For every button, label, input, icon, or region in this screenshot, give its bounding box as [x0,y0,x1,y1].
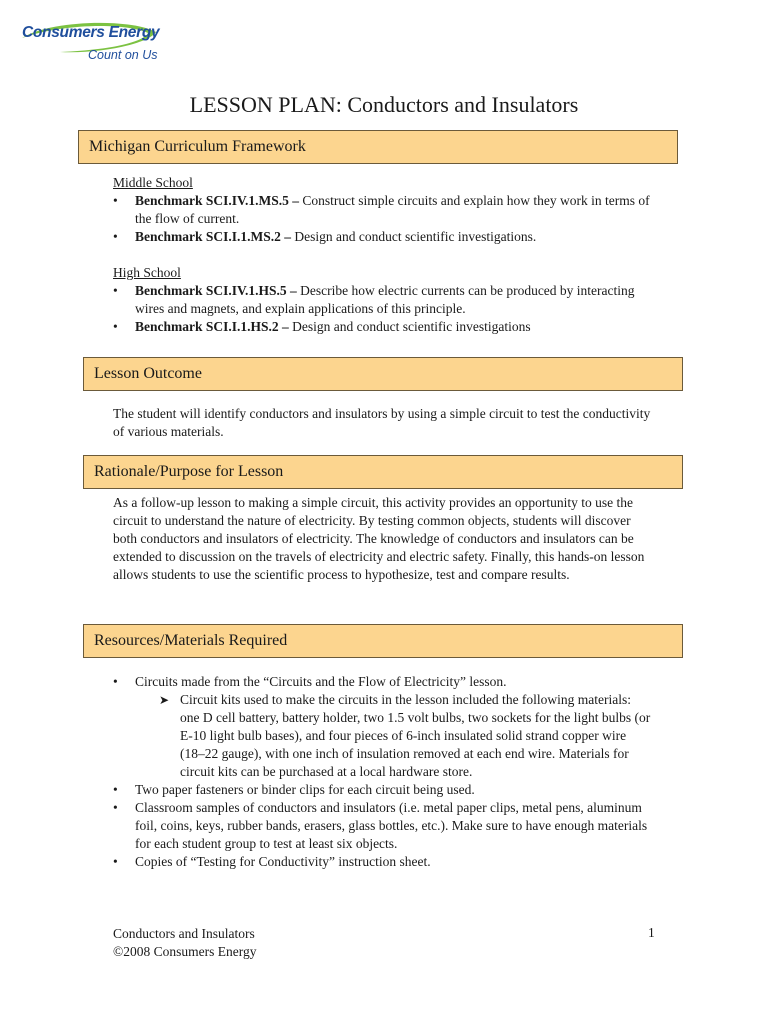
footer [113,925,257,961]
curriculum-content [113,174,653,336]
list-item: • Benchmark SCI.I.1.MS.2 – Design and conduct scientific investigations. [113,229,537,244]
logo-name: Consumers Energy [22,24,160,41]
list-item: • Classroom samples of conductors and insulators (i.e. metal paper clips, metal pens, aluminum foil, coins, keys, rubber bands, erasers, glass bottles, etc.). Make sure to have enough materials for each student group to test at least six objects. [113,800,648,851]
high-school-label: High School [113,265,181,280]
section-heading-curriculum: Michigan Curriculum Framework [78,130,678,164]
list-item: • Benchmark SCI.I.1.HS.2 – Design and conduct scientific investigations [113,319,531,334]
footer-title: Conductors and Insulators [113,926,255,941]
section-heading-rationale: Rationale/Purpose for Lesson [83,455,683,489]
logo-tagline: Count on Us [88,48,158,62]
outcome-content [113,405,653,441]
list-item: • Copies of “Testing for Conductivity” instruction sheet. [113,854,431,869]
middle-school-list [113,192,653,246]
page-title: LESSON PLAN: Conductors and Insulators [189,92,579,117]
list-item: • Circuits made from the “Circuits and the Flow of Electricity” lesson. [113,674,507,689]
resources-list-continued [113,781,653,871]
list-subitem: ➤ Circuit kits used to make the circuits in the lesson included the following materials: one D cell battery, battery holder, two 1.5 volt bulbs, two sockets for the light bulbs (or E-10 light bulb bases), and four pieces of 6-inch insulated solid strand copper wire (18–22 gauge), with one inch of insulation removed at each end wire. Materials for circuit kits can be purchased at a local hardware store. [159,692,651,779]
arrow-bullet-icon: ➤ [159,693,170,707]
section-heading-outcome: Lesson Outcome [83,357,683,391]
high-school-list [113,282,653,336]
outcome-text: The student will identify conductors and insulators by using a simple circuit to test the conductivity of various materials. [113,406,651,439]
resources-content [113,673,653,871]
resources-list [113,673,653,691]
footer-copyright: ©2008 Consumers Energy [113,944,257,959]
list-item: • Benchmark SCI.IV.1.MS.5 – Construct simple circuits and explain how they work in terms of the flow of current. [113,193,650,226]
list-item: • Benchmark SCI.IV.1.HS.5 – Describe how electric currents can be produced by interacting wires and magnets, and explain applications of this principle. [113,283,635,316]
section-heading-resources: Resources/Materials Required [83,624,683,658]
rationale-text: As a follow-up lesson to making a simple circuit, this activity provides an opportunity to use the circuit to understand the nature of electricity. By testing common objects, students will discover both conductors and insulators of electricity. The knowledge of conductors and insulators can be extended to discussion on the travels of electricity and electric safety. Finally, this hands-on lesson allows students to use the scientific process to hypothesize, test and compare results. [113,495,645,582]
rationale-content [113,494,653,584]
middle-school-label: Middle School [113,175,193,190]
list-item: • Two paper fasteners or binder clips for each circuit being used. [113,782,475,797]
consumers-energy-logo [20,16,160,68]
page-number: 1 [648,925,655,940]
